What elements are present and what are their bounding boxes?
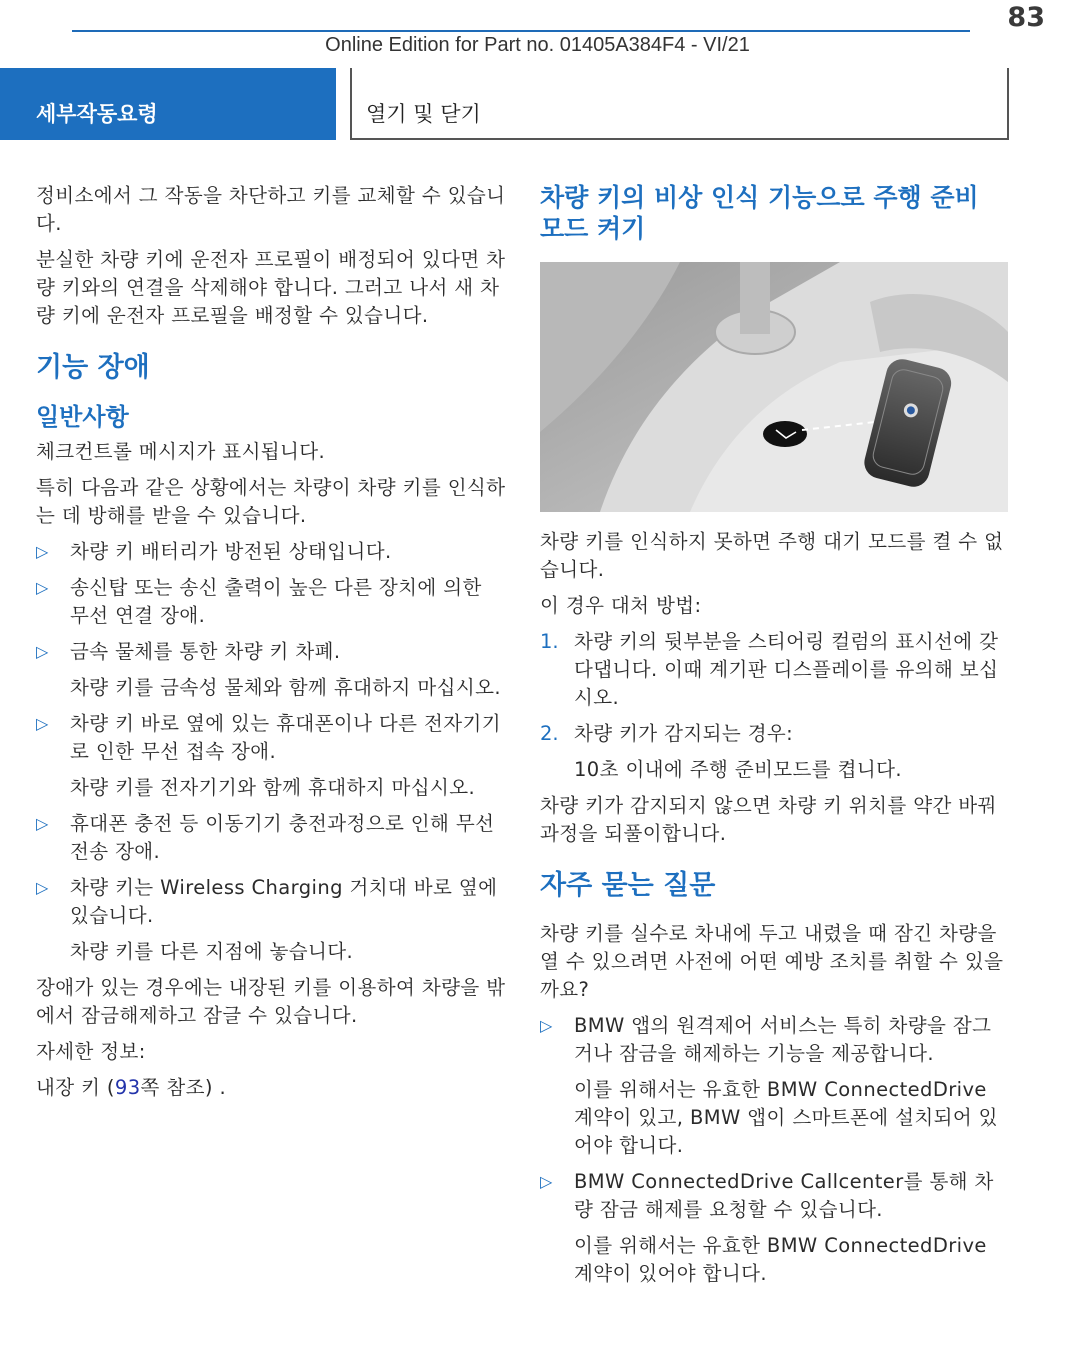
paragraph: 이 경우 대처 방법: <box>540 594 702 617</box>
right-column <box>540 182 1008 1296</box>
list-item <box>36 710 506 802</box>
chapter-box <box>350 68 1009 140</box>
heading-general: 일반사항 <box>36 403 129 431</box>
step-note: 10초 이내에 주행 준비모드를 켭니다. <box>574 758 902 781</box>
reference-prefix: 내장 키 ( <box>36 1076 115 1099</box>
paragraph: 차량 키를 인식하지 못하면 주행 대기 모드를 켤 수 없습니다. <box>540 530 1004 581</box>
list-item-text: 차량 키 바로 옆에 있는 휴대폰이나 다른 전자기기로 인한 무선 접속 장애. <box>70 712 501 763</box>
list-item-text: 차량 키 배터리가 방전된 상태입니다. <box>70 540 392 563</box>
list-item-note: 차량 키를 금속성 물체와 함께 휴대하지 마십시오. <box>70 676 501 699</box>
section-tab <box>0 68 336 140</box>
heading-malfunction: 기능 장애 <box>36 352 150 383</box>
list-item <box>36 810 506 866</box>
chapter-title: 열기 및 닫기 <box>366 102 481 126</box>
page-number: 83 <box>1007 2 1045 33</box>
paragraph: 차량 키가 감지되지 않으면 차량 키 위치를 약간 바꿔 과정을 되풀이합니다. <box>540 794 997 845</box>
paragraph: 분실한 차량 키에 운전자 프로필이 배정되어 있다면 차량 키와의 연결을 삭제해야 합니다. 그러고 나서 새 차량 키에 운전자 프로필을 배정할 수 있습니다. <box>36 248 506 327</box>
list-item <box>36 638 506 702</box>
header-rule <box>72 30 970 32</box>
list-item-text: 금속 물체를 통한 차량 키 차폐. <box>70 640 341 663</box>
list-item-note: 차량 키를 다른 지점에 놓습니다. <box>70 940 354 963</box>
list-item-note: 이를 위해서는 유효한 BMW ConnectedDrive 계약이 있어야 합니다. <box>574 1234 987 1285</box>
list-item-text: BMW ConnectedDrive Callcenter를 통해 차량 잠금 해제를 요청할 수 있습니다. <box>574 1170 994 1221</box>
list-item-text: BMW 앱의 원격제어 서비스는 특히 차량을 잠그거나 잠금을 해제하는 기능을 제공합니다. <box>574 1014 992 1065</box>
reference-line <box>36 1074 506 1102</box>
step-number: 1. <box>540 630 559 653</box>
triangle-right-icon: ▷ <box>36 642 49 661</box>
list-item-text: 차량 키는 Wireless Charging 거치대 바로 옆에 있습니다. <box>70 876 498 927</box>
list-item <box>540 1012 1008 1160</box>
paragraph: 자세한 정보: <box>36 1040 146 1063</box>
list-item-note: 이를 위해서는 유효한 BMW ConnectedDrive 계약이 있고, BMW 앱이 스마트폰에 설치되어 있어야 합니다. <box>574 1078 998 1157</box>
triangle-right-icon: ▷ <box>540 1172 553 1191</box>
heading-emergency-detection: 차량 키의 비상 인식 기능으로 주행 준비 모드 켜기 <box>540 183 979 243</box>
triangle-right-icon: ▷ <box>36 814 49 833</box>
list-item-note: 차량 키를 전자기기와 함께 휴대하지 마십시오. <box>70 776 476 799</box>
triangle-right-icon: ▷ <box>36 878 49 897</box>
triangle-right-icon: ▷ <box>36 542 49 561</box>
steering-column-key-illustration <box>540 262 1008 512</box>
triangle-right-icon: ▷ <box>540 1016 553 1035</box>
paragraph: 차량 키를 실수로 차내에 두고 내렸을 때 잠긴 차량을 열 수 있으려면 사전에 어떤 예방 조치를 취할 수 있을까요? <box>540 922 1004 1001</box>
step-number: 2. <box>540 722 559 745</box>
edition-line: Online Edition for Part no. 01405A384F4 - VI/21 <box>325 34 750 56</box>
step-item <box>540 720 1008 784</box>
list-item-text: 송신탑 또는 송신 출력이 높은 다른 장치에 의한 무선 연결 장애. <box>70 576 482 627</box>
paragraph: 장애가 있는 경우에는 내장된 키를 이용하여 차량을 밖에서 잠금해제하고 잠글 수 있습니다. <box>36 976 506 1027</box>
list-item-text: 휴대폰 충전 등 이동기기 충전과정으로 인해 무선전송 장애. <box>70 812 495 863</box>
step-text: 차량 키의 뒷부분을 스티어링 컬럼의 표시선에 갖다댑니다. 이때 계기판 디스플레이를 유의해 보십시오. <box>574 630 999 709</box>
heading-faq: 자주 묻는 질문 <box>540 870 716 901</box>
list-item <box>540 1168 1008 1288</box>
list-item <box>36 574 506 630</box>
list-item <box>36 538 506 566</box>
reference-suffix: 쪽 참조) . <box>140 1076 227 1099</box>
left-column <box>36 182 506 1110</box>
page-link[interactable]: 93 <box>114 1076 141 1099</box>
paragraph: 특히 다음과 같은 상황에서는 차량이 차량 키를 인식하는 데 방해를 받을 수 있습니다. <box>36 476 506 527</box>
triangle-right-icon: ▷ <box>36 714 49 733</box>
list-item <box>36 874 506 966</box>
paragraph: 체크컨트롤 메시지가 표시됩니다. <box>36 440 326 463</box>
step-item <box>540 628 1008 712</box>
step-text: 차량 키가 감지되는 경우: <box>574 722 794 745</box>
paragraph: 정비소에서 그 작동을 차단하고 키를 교체할 수 있습니다. <box>36 184 506 235</box>
section-title: 세부작동요령 <box>36 102 158 126</box>
triangle-right-icon: ▷ <box>36 578 49 597</box>
